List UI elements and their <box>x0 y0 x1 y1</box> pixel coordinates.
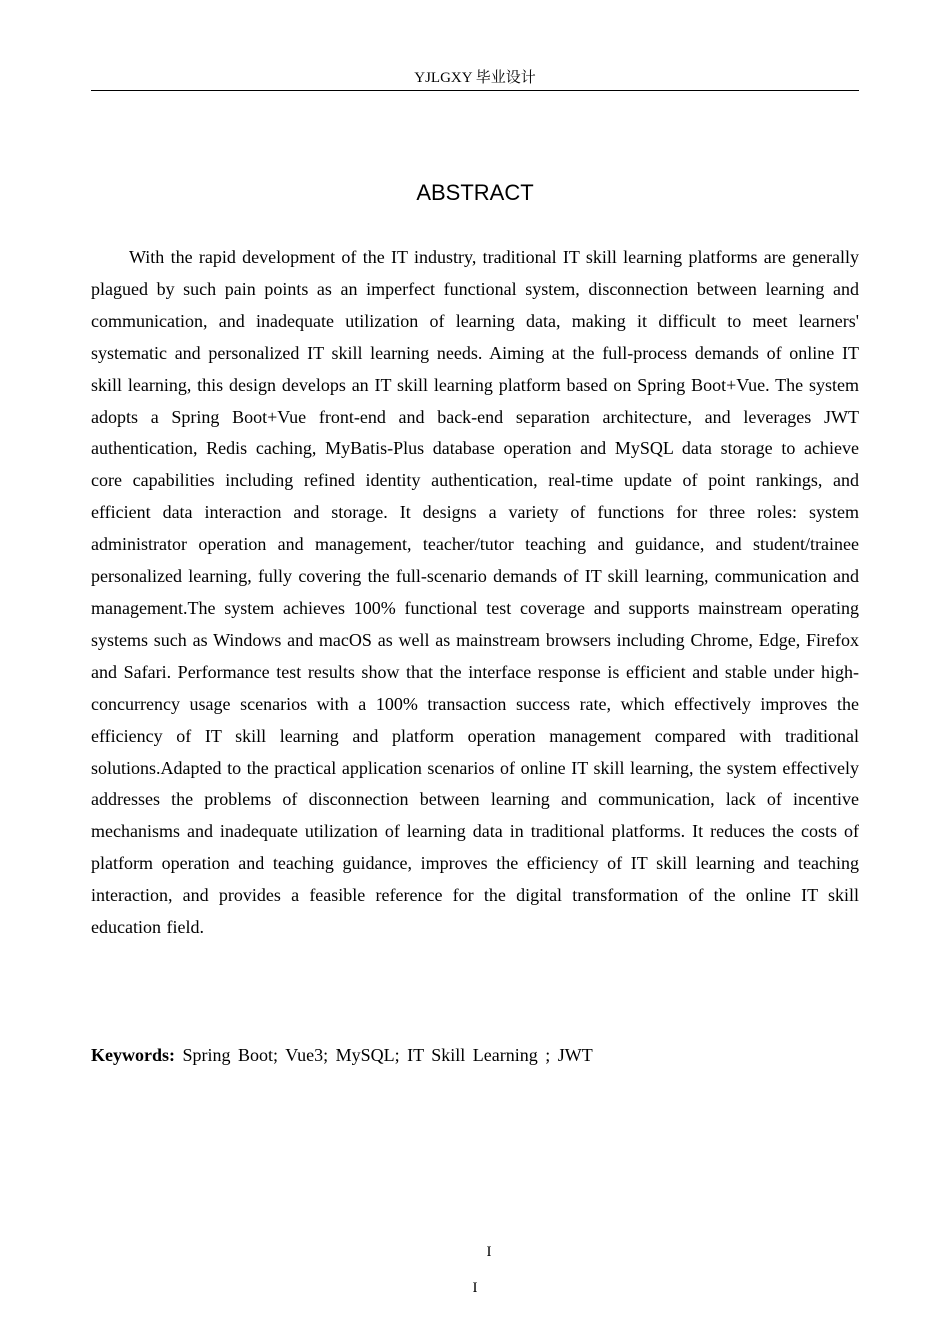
abstract-title: ABSTRACT <box>416 180 534 205</box>
page-number-lower: I <box>472 1280 478 1296</box>
page-number-upper: I <box>486 1244 492 1260</box>
keywords-line <box>91 1040 859 1070</box>
keywords-text: Spring Boot; Vue3; MySQL; IT Skill Learning ; JWT <box>182 1045 593 1065</box>
header-text: YJLGXY 毕业设计 <box>414 70 536 86</box>
keywords-label: Keywords: <box>91 1045 175 1065</box>
abstract-paragraph: With the rapid development of the IT industry, traditional IT skill learning platforms are generally plagued by such pain points as an imperfect functional system, disconnection between learning and communication, and inadequate utilization of learning data, making it difficult to meet learners' systematic and personalized IT skill learning needs. Aiming at the full-process demands of online IT skill learning, this design develops an IT skill learning platform based on Spring Boot+Vue. The system adopts a Spring Boot+Vue front-end and back-end separation architecture, and leverages JWT authentication, Redis caching, MyBatis-Plus database operation and MySQL data storage to achieve core capabilities including refined identity authentication, real-time update of point rankings, and efficient data interaction and storage. It designs a variety of functions for three roles: system administrator operation and management, teacher/tutor teaching and guidance, and student/trainee personalized learning, fully covering the full-scenario demands of IT skill learning, communication and management.The system achieves 100% functional test coverage and supports mainstream operating systems such as Windows and macOS as well as mainstream browsers including Chrome, Edge, Firefox and Safari. Performance test results show that the interface response is efficient and stable under high-concurrency usage scenarios with a 100% transaction success rate, which effectively improves the efficiency of IT skill learning and platform operation management compared with traditional solutions.Adapted to the practical application scenarios of online IT skill learning, the system effectively addresses the problems of disconnection between learning and communication, lack of incentive mechanisms and inadequate utilization of learning data in traditional platforms. It reduces the costs of platform operation and teaching guidance, improves the efficiency of IT skill learning and teaching interaction, and provides a feasible reference for the digital transformation of the online IT skill education field. <box>91 247 859 938</box>
page-header <box>91 68 859 91</box>
